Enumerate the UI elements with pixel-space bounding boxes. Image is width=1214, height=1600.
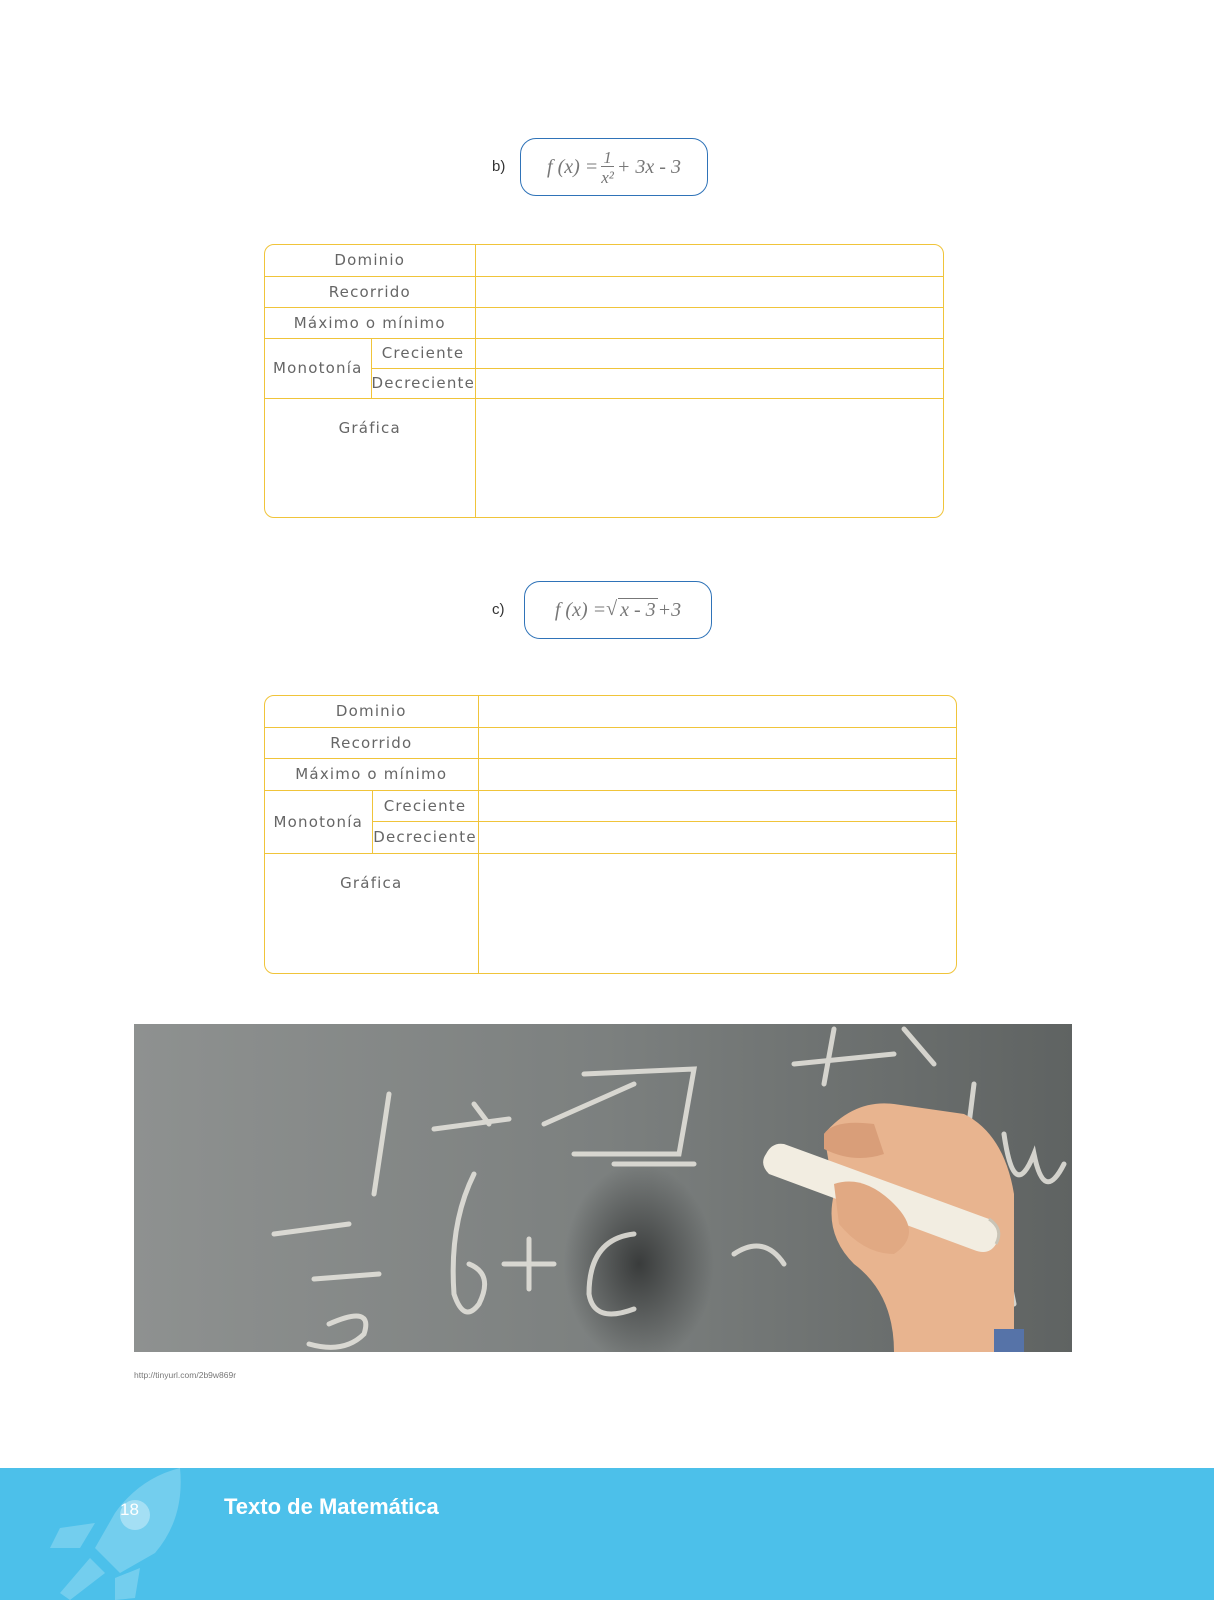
formula-b-fraction bbox=[601, 149, 614, 186]
exercise-b-label: b) bbox=[492, 158, 506, 175]
graph-label: Gráfica bbox=[265, 398, 475, 517]
extrema-answer-cell[interactable] bbox=[478, 758, 956, 790]
extrema-answer-cell[interactable] bbox=[475, 307, 943, 338]
page-footer bbox=[0, 1468, 1214, 1600]
formula-c bbox=[524, 581, 712, 639]
chalkboard-illustration bbox=[134, 1024, 1072, 1352]
formula-b-denominator: x² bbox=[601, 167, 614, 187]
monotony-label: Monotonía bbox=[265, 790, 372, 853]
graph-answer-cell[interactable] bbox=[475, 398, 943, 517]
analysis-table-c bbox=[264, 695, 957, 974]
chalkboard-photo bbox=[134, 1024, 1072, 1352]
footer-title: Texto de Matemática bbox=[224, 1494, 439, 1519]
graph-answer-cell[interactable] bbox=[478, 853, 956, 973]
increasing-label: Creciente bbox=[371, 338, 475, 368]
decreasing-answer-cell[interactable] bbox=[475, 368, 943, 398]
exercise-c-label: c) bbox=[492, 601, 505, 618]
formula-c-radicand: x - 3 bbox=[620, 599, 656, 621]
decreasing-label: Decreciente bbox=[371, 368, 475, 398]
extrema-label: Máximo o mínimo bbox=[265, 307, 475, 338]
decreasing-label: Decreciente bbox=[372, 821, 478, 853]
graph-label: Gráfica bbox=[265, 853, 478, 973]
page-number: 18 bbox=[120, 1500, 139, 1519]
increasing-label: Creciente bbox=[372, 790, 478, 821]
formula-b-rest: + 3x - 3 bbox=[616, 155, 681, 178]
formula-c-sqrt bbox=[606, 598, 658, 622]
analysis-table-b bbox=[264, 244, 944, 518]
range-answer-cell[interactable] bbox=[478, 727, 956, 758]
domain-label: Dominio bbox=[265, 245, 475, 276]
extrema-label: Máximo o mínimo bbox=[265, 758, 478, 790]
range-answer-cell[interactable] bbox=[475, 276, 943, 307]
domain-label: Dominio bbox=[265, 696, 478, 727]
decreasing-answer-cell[interactable] bbox=[478, 821, 956, 853]
monotony-label: Monotonía bbox=[265, 338, 371, 398]
formula-c-lhs: f (x) = bbox=[554, 598, 607, 621]
domain-answer-cell[interactable] bbox=[478, 696, 956, 727]
rocket-icon bbox=[50, 1468, 190, 1600]
formula-b-lhs: f (x) = bbox=[547, 155, 599, 178]
photo-credit: http://tinyurl.com/2b9w869r bbox=[134, 1370, 237, 1380]
increasing-answer-cell[interactable] bbox=[478, 790, 956, 821]
domain-answer-cell[interactable] bbox=[475, 245, 943, 276]
formula-c-rest: +3 bbox=[657, 598, 682, 621]
formula-b-numerator: 1 bbox=[603, 147, 612, 167]
range-label: Recorrido bbox=[265, 276, 475, 307]
range-label: Recorrido bbox=[265, 727, 478, 758]
formula-b bbox=[520, 138, 708, 196]
increasing-answer-cell[interactable] bbox=[475, 338, 943, 368]
radical-sign: √ bbox=[606, 598, 618, 620]
